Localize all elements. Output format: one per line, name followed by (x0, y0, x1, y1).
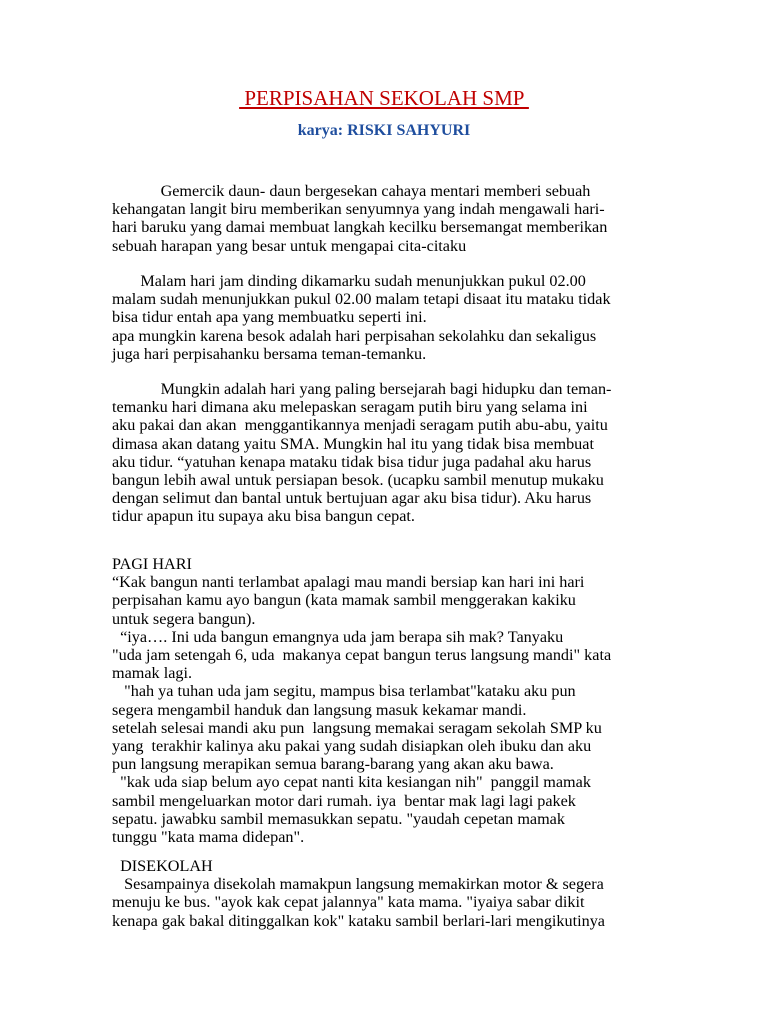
text-line: Sesampainya disekolah mamakpun langsung memakirkan motor & segera (112, 875, 604, 894)
text-line: bangun lebih awal untuk persiapan besok. (ucapku sambil menutup mukaku (112, 471, 604, 490)
text-line: "uda jam setengah 6, uda makanya cepat bangun terus langsung mandi" kata (112, 646, 612, 665)
text-line: mamak lagi. (112, 664, 193, 683)
paragraph-night (112, 272, 660, 363)
text-line: sepatu. jawabku sambil memasukkan sepatu. "yaudah cepetan mamak (112, 809, 565, 828)
text-line: "kak uda siap belum ayo cepat nanti kita kesiangan nih" panggil mamak (112, 773, 591, 792)
text-line: bisa tidur entah apa yang membuatku seperti ini. (112, 308, 427, 327)
text-line: dengan selimut dan bantal untuk bertujuan agar aku bisa tidur). Aku harus (112, 489, 592, 508)
paragraph-memories (112, 380, 660, 526)
text-line: perpisahan kamu ayo bangun (kata mamak sambil menggerakan kakiku (112, 591, 576, 610)
text-line: “iya…. Ini uda bangun emangnya uda jam berapa sih mak? Tanyaku (112, 627, 564, 646)
text-line: Malam hari jam dinding dikamarku sudah menunjukkan pukul 02.00 (112, 272, 586, 290)
text-line: kenapa gak bakal ditinggalkan kok" kataku sambil berlari-lari mengikutinya (112, 911, 605, 930)
text-line: malam sudah menunjukkan pukul 02.00 malam tetapi disaat itu mataku tidak (112, 290, 611, 309)
paragraph-disekolah (112, 857, 660, 930)
text-line: PAGI HARI (112, 555, 192, 573)
text-line: menuju ke bus. "ayok kak cepat jalannya" kata mama. "iyaiya sabar dikit (112, 893, 585, 912)
text-line: temanku hari dimana aku melepaskan seragam putih biru yang selama ini (112, 398, 588, 417)
text-line: aku tidur. “yatuhan kenapa mataku tidak bisa tidur juga padahal aku harus (112, 452, 592, 471)
text-line: tunggu "kata mama didepan". (112, 828, 305, 847)
text-line: dimasa akan datang yaitu SMA. Mungkin hal itu yang tidak bisa membuat (112, 434, 594, 453)
text-line: apa mungkin karena besok adalah hari perpisahan sekolahku dan sekaligus (112, 326, 597, 345)
text-line: aku pakai dan akan menggantikannya menjadi seragam putih abu-abu, yaitu (112, 416, 608, 435)
text-line: kehangatan langit biru memberikan senyumnya yang indah mengawali hari- (112, 200, 605, 219)
text-line: DISEKOLAH (112, 857, 213, 875)
paragraph-pagi-hari (112, 555, 660, 846)
text-line: hari baruku yang damai membuat langkah kecilku bersemangat memberikan (112, 218, 608, 237)
text-line: sambil mengeluarkan motor dari rumah. iya bentar mak lagi lagi pakek (112, 791, 576, 810)
document-author: karya: RISKI SAHYURI (297, 122, 471, 139)
paragraph-morning-intro (112, 182, 660, 255)
text-line: “Kak bangun nanti terlambat apalagi mau mandi bersiap kan hari ini hari (112, 573, 585, 592)
text-line: untuk segera bangun). (112, 609, 256, 628)
text-line: "hah ya tuhan uda jam segitu, mampus bisa terlambat"kataku aku pun (112, 682, 576, 701)
text-line: juga hari perpisahanku bersama teman-temanku. (112, 344, 427, 363)
text-line: Mungkin adalah hari yang paling bersejarah bagi hidupku dan teman- (112, 380, 612, 398)
text-line: yang terakhir kalinya aku pakai yang sudah disiapkan oleh ibuku dan aku (112, 737, 592, 756)
document-title: PERPISAHAN SEKOLAH SMP (239, 86, 529, 110)
text-line: segera mengambil handuk dan langsung masuk kekamar mandi. (112, 700, 527, 719)
text-line: pun langsung merapikan semua barang-barang yang akan aku bawa. (112, 755, 554, 774)
text-line: Gemercik daun- daun bergesekan cahaya mentari memberi sebuah (112, 182, 591, 200)
text-line: sebuah harapan yang besar untuk mengapai cita-citaku (112, 236, 467, 255)
text-line: tidur apapun itu supaya aku bisa bangun cepat. (112, 507, 415, 526)
text-line: setelah selesai mandi aku pun langsung memakai seragam sekolah SMP ku (112, 718, 602, 737)
